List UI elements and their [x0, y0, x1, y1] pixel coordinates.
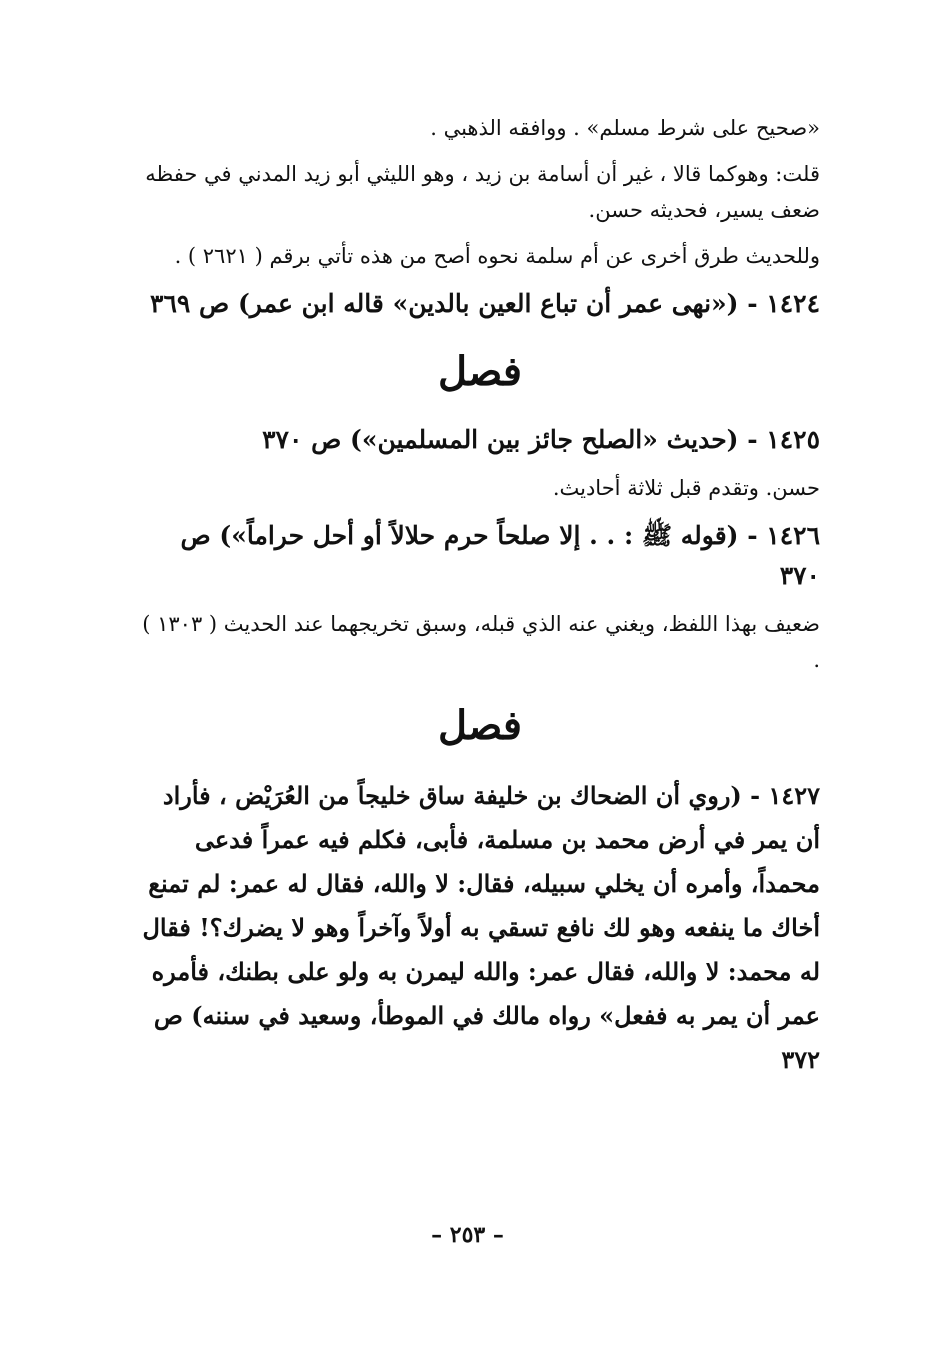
paragraph-authentication: «صحيح على شرط مسلم» . ووافقه الذهبي . [430, 116, 820, 140]
section-heading-fasl-1 [140, 342, 820, 402]
section-heading-text-2: فصل [437, 702, 523, 749]
entry-1426-comment: ضعيف بهذا اللفظ، ويغني عنه الذي قبله، وسبق تخريجهما عند الحديث ( ١٣٠٣ ) . [142, 612, 820, 672]
entry-1425: ١٤٢٥ - (حديث «الصلح جائز بين المسلمين») ص ٣٧٠ [262, 425, 820, 454]
page-number: – ٢٥٣ – [431, 1222, 504, 1248]
paragraph-other-routes: وللحديث طرق أخرى عن أم سلمة نحوه أصح من هذه تأتي برقم ( ٢٦٢١ ) . [174, 244, 820, 268]
entry-1425-comment: حسن. وتقدم قبل ثلاثة أحاديث. [552, 476, 820, 500]
section-heading-fasl-2 [140, 696, 820, 756]
entry-1424: ١٤٢٤ - («نهى عمر أن تباع العين بالدين» قاله ابن عمر) ص ٣٦٩ [150, 289, 820, 318]
entry-1426: ١٤٢٦ - (قوله ﷺ : . . إلا صلحاً حرم حلالاً أو أحل حراماً») ص ٣٧٠ [180, 521, 820, 590]
section-heading-text: فصل [437, 348, 523, 395]
entry-1427: ١٤٢٧ - (روي أن الضحاك بن خليفة ساق خليجاً من العُرَيْض ، فأراد أن يمر في أرض محمد بن مسلمة، فأبى، فكلم فيه عمراً فدعى محمداً، وأمره أن يخلي سبيله، فقال: لا والله، فقال له عمر: لم تمنع أخاك ما ينفعه وهو لك نافع تسقي به أولاً وآخراً وهو لا يضرك؟! فقال له محمد: لا والله، فقال عمر: والله ليمرن به ولو على بطنك، فأمره عمر أن يمر به ففعل» رواه مالك في الموطأ، وسعيد في سننه) ص ٣٧٢ [142, 781, 820, 1074]
page-body [140, 110, 820, 1082]
paragraph-comment-usama: قلت: وهوكما قالا ، غير أن أسامة بن زيد ، وهو الليثي أبو زيد المدني في حفظه ضعف يسير، فحديثه حسن. [145, 162, 820, 222]
